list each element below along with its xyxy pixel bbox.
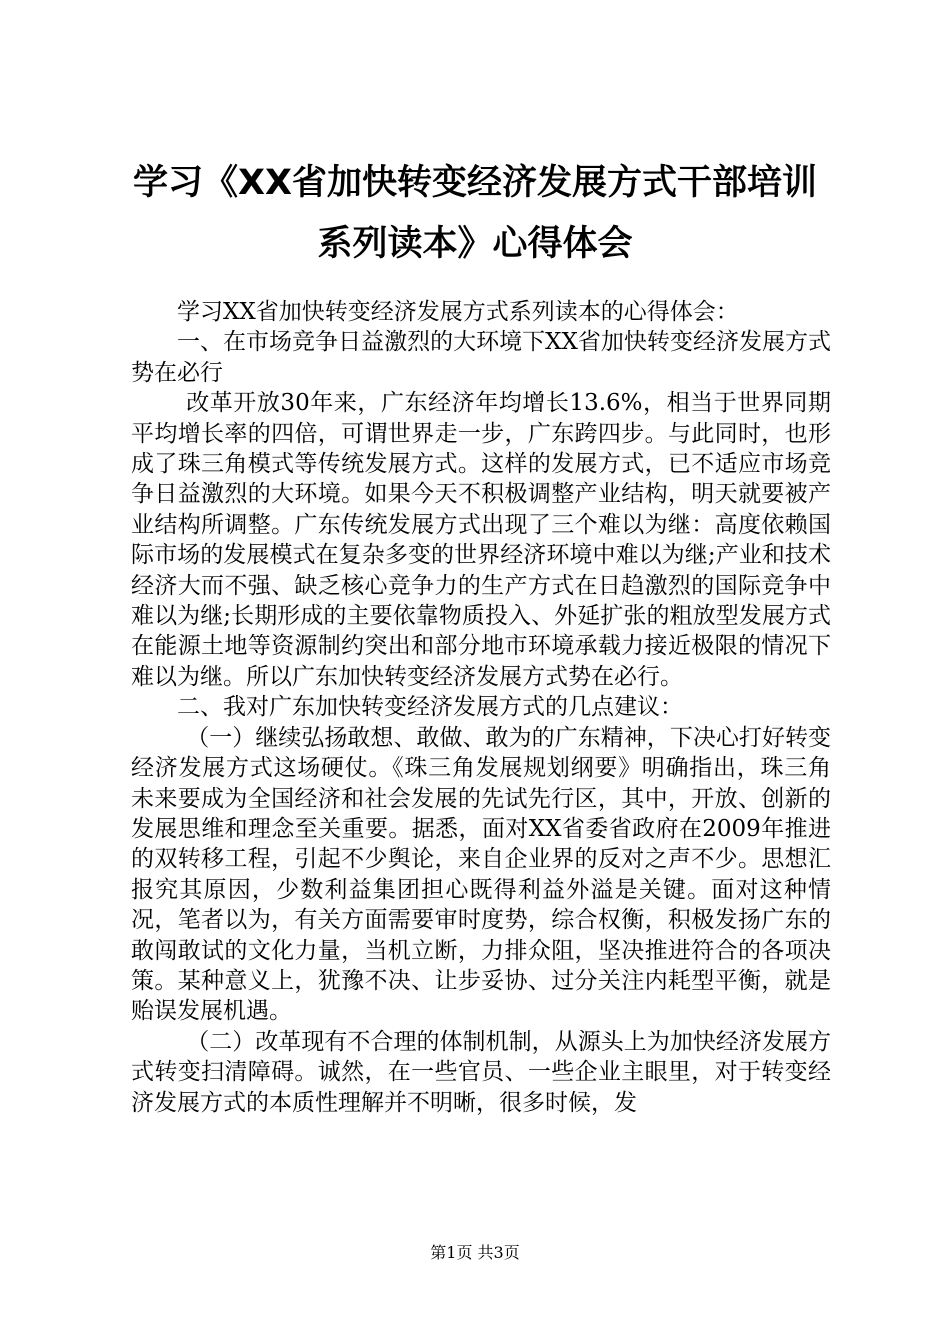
paragraph-section-1-heading: 一、在市场竞争日益激烈的大环境下XX省加快转变经济发展方式势在必行: [131, 329, 831, 386]
document-body: [131, 297, 831, 1118]
document-title-line-1: 学习《XX省加快转变经济发展方式干部培训: [133, 163, 817, 203]
document-title-line-2: 系列读本》心得体会: [317, 224, 633, 264]
paragraph-intro: 学习XX省加快转变经济发展方式系列读本的心得体会：: [177, 299, 739, 325]
paragraph-suggestion-2: （二）改革现有不合理的体制机制，从源头上为加快经济发展方式转变扫清障碍。诚然，在一些官员、一些企业主眼里，对于转变经济发展方式的本质性理解并不明晰，很多时候，发: [131, 1028, 831, 1116]
page-number-footer: 第1页 共3页: [430, 1243, 520, 1262]
paragraph-suggestion-1: （一）继续弘扬敢想、敢做、敢为的广东精神，下决心打好转变经济发展方式这场硬仗。《珠三角发展规划纲要》明确指出，珠三角未来要成为全国经济和社会发展的先试先行区，其中，开放、创新的发展思维和理念至关重要。据悉，面对XX省委省政府在2009年推进的双转移工程，引起不少舆论，来自企业界的反对之声不少。思想汇报究其原因，少数利益集团担心既得利益外溢是关键。面对这种情况，笔者以为，有关方面需要审时度势，综合权衡，积极发扬广东的敢闯敢试的文化力量，当机立断，力排众阻，坚决推进符合的各项决策。某种意义上，犹豫不决、让步妥协、过分关注内耗型平衡，就是贻误发展机遇。: [131, 724, 831, 1025]
paragraph-section-1-body: 改革开放30年来，广东经济年均增长13.6%，相当于世界同期平均增长率的四倍，可谓世界走一步，广东跨四步。与此同时，也形成了珠三角模式等传统发展方式。这样的发展方式，已不适应市场竞争日益激烈的大环境。如果今天不积极调整产业结构，明天就要被产业结构所调整。广东传统发展方式出现了三个难以为继：高度依赖国际市场的发展模式在复杂多变的世界经济环境中难以为继;产业和技术经济大而不强、缺乏核心竞争力的生产方式在日趋激烈的国际竞争中难以为继;长期形成的主要依靠物质投入、外延扩张的粗放型发展方式在能源土地等资源制约突出和部分地市环境承载力接近极限的情况下难以为继。所以广东加快转变经济发展方式势在必行。: [131, 390, 831, 690]
paragraph-section-2-heading: 二、我对广东加快转变经济发展方式的几点建议：: [177, 694, 683, 721]
